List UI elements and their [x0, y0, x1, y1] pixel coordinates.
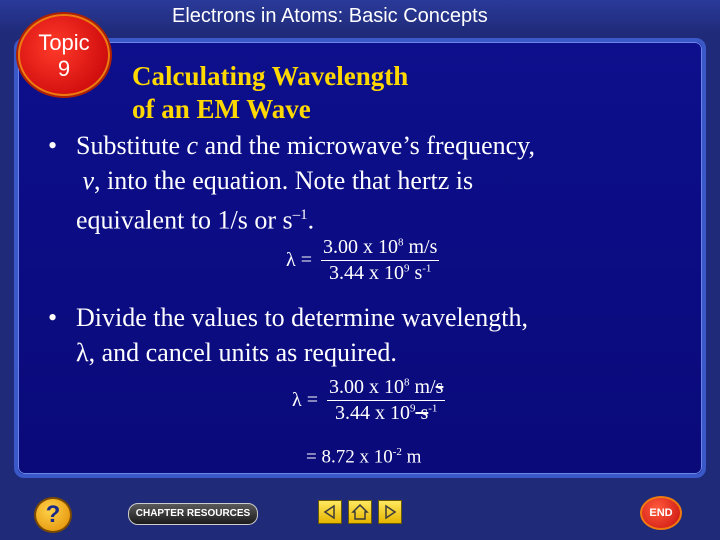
eq2-den-exp: 9 — [409, 402, 416, 415]
home-button[interactable] — [348, 500, 372, 524]
bullet1-text-c: , into the equation. Note that hertz is — [94, 166, 474, 195]
bullet-dot: • — [48, 303, 58, 332]
eq1-num-unit: m/s — [403, 236, 438, 258]
topic-badge — [18, 14, 110, 96]
bullet1-text-d: equivalent to 1/s or s — [76, 205, 293, 235]
wavelength-symbol: λ — [76, 338, 89, 367]
end-button[interactable]: END — [640, 496, 682, 530]
arrow-left-icon — [319, 501, 341, 523]
eq1-den-unit-exp: -1 — [422, 262, 432, 275]
equation1-numerator — [321, 236, 439, 261]
eq1-num-value: 3.00 x 10 — [322, 236, 398, 258]
equation2-lhs: λ = — [292, 389, 318, 411]
equation2-numerator — [327, 376, 445, 401]
slide-title-line2: of an EM Wave — [132, 94, 311, 124]
bullet1-exponent: –1 — [292, 207, 308, 223]
bullet1-text-b: and the microwave’s frequency, — [198, 131, 535, 160]
bullet1-end: . — [307, 205, 315, 235]
next-button[interactable] — [378, 500, 402, 524]
eq2-num-value: 3.00 x 10 — [328, 376, 404, 398]
chapter-resources-button[interactable]: CHAPTER RESOURCES — [128, 503, 258, 525]
eq2-num-unit-s-cancelled: s — [435, 376, 444, 398]
result-value: = 8.72 x 10 — [306, 446, 393, 468]
equation1-fraction — [321, 236, 439, 285]
equation-substitution — [286, 236, 439, 285]
eq1-den-exp: 9 — [403, 262, 410, 275]
previous-button[interactable] — [318, 500, 342, 524]
eq1-num-exp: 8 — [397, 236, 404, 249]
arrow-right-icon — [379, 501, 401, 523]
equation-division — [292, 376, 445, 425]
eq2-den-unit-exp: -1 — [428, 402, 438, 415]
equation2-fraction — [327, 376, 445, 425]
eq2-num-unit-m: m/ — [409, 376, 436, 398]
bullet2-text-b: , and cancel units as required. — [88, 338, 397, 367]
equation1-lhs: λ = — [286, 249, 312, 271]
equation2-denominator — [327, 401, 445, 425]
bullet-text — [76, 128, 676, 238]
bullet1-text-a: Substitute — [76, 131, 187, 160]
topic-number: 9 — [57, 56, 71, 81]
eq1-den-unit: s — [409, 262, 423, 284]
topic-label: Topic — [38, 30, 90, 55]
result-exp: -2 — [392, 446, 402, 458]
bullet-dot: • — [48, 131, 58, 160]
equation1-denominator — [321, 261, 439, 285]
result-unit: m — [401, 446, 422, 468]
frequency-symbol: ν — [82, 166, 95, 195]
eq1-den-value: 3.44 x 10 — [328, 262, 404, 284]
slide-title-line1: Calculating Wavelength — [132, 61, 409, 91]
eq2-den-value: 3.44 x 10 — [334, 402, 410, 424]
chapter-title: Electrons in Atoms: Basic Concepts — [172, 5, 488, 27]
home-icon — [349, 501, 371, 523]
bullet2-text-a: Divide the values to determine wavelength, — [76, 303, 528, 332]
bullet-text — [76, 300, 676, 370]
equation-result — [306, 446, 421, 468]
eq2-num-exp: 8 — [403, 376, 410, 389]
eq2-den-unit-cancelled: s — [415, 402, 429, 424]
help-button[interactable]: ? — [34, 497, 72, 533]
speed-of-light-symbol: c — [186, 131, 199, 160]
slide-title — [132, 60, 408, 126]
